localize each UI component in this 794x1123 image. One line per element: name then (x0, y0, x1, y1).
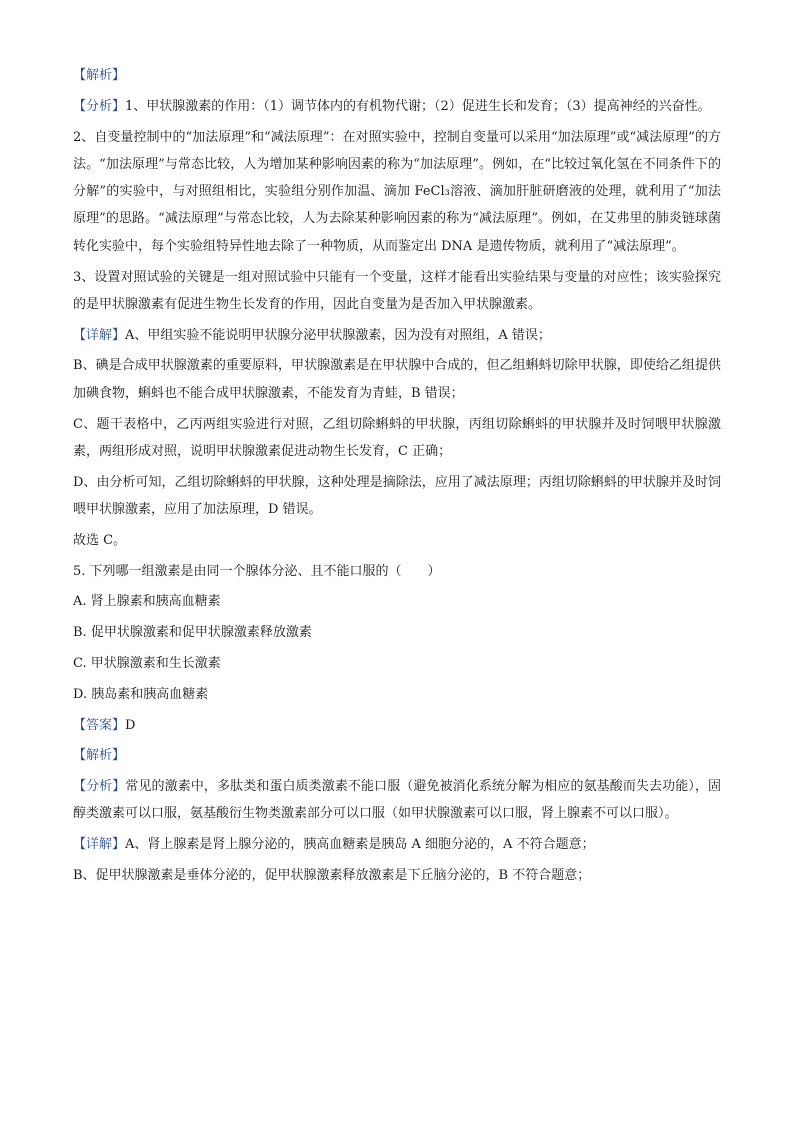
q5-analysis-paragraph (73, 773, 721, 828)
fenxi-tag: 【分析】 (73, 98, 126, 114)
answer-line (73, 712, 721, 739)
question-5-option-a: A. 肾上腺素和胰高血糖素 (73, 594, 221, 610)
question-5-option-c: C. 甲状腺激素和生长激素 (73, 655, 221, 671)
q5-fenxi-text: 常见的激素中，多肽类和蛋白质类激素不能口服（避免被消化系统分解为相应的氨基酸而失去功能），固醇类激素可以口服，氨基酸衍生物类激素部分可以口服（如甲状腺激素可以口服，肾上腺素不可以口服）。 (73, 779, 721, 822)
xiangjie-tag: 【详解】 (73, 327, 126, 343)
analysis-paragraph-2: 2、自变量控制中的“加法原理”和“减法原理”：在对照实验中，控制自变量可以采用“加法原理”或“减法原理”的方法。“加法原理”与常态比较，人为增加某种影响因素的称为“加法原理”。例如，在“比较过氧化氢在不同条件下的分解”的实验中，与对照组相比，实验组分别作加温、滴加 FeCl₃溶液、滴加肝脏研磨液的处理，就利用了“加法原理”的思路。“减法原理”与常态比较，人为去除某种影响因素的称为“减法原理”。例如，在艾弗里的肺炎链球菌转化实验中，每个实验组特异性地去除了一种物质，从而鉴定出 DNA 是遗传物质，就利用了“减法原理”。 (73, 129, 721, 254)
q5-xiangjie-tag: 【详解】 (73, 837, 126, 853)
conclusion: 故选 C。 (73, 532, 127, 548)
analysis-tag: 【解析】 (73, 68, 126, 83)
detail-option-d: D、由分析可知，乙组切除蝌蚪的甲状腺，这种处理是摘除法，应用了减法原理；丙组切除蝌蚪的甲状腺并及时饲喂甲状腺激素，应用了加法原理，D 错误。 (73, 474, 721, 517)
q5-analysis-heading (73, 742, 721, 769)
analysis-heading (73, 62, 721, 89)
question-5-option-b: B. 促甲状腺激素和促甲状腺激素释放激素 (73, 625, 312, 641)
detail-a-text: A、甲组实验不能说明甲状腺分泌甲状腺激素，因为没有对照组，A 错误； (125, 327, 551, 343)
answer-value: D (125, 717, 136, 733)
question-5-option-d: D. 胰岛素和胰高血糖素 (73, 686, 209, 702)
detail-option-c: C、题干表格中，乙丙两组实验进行对照，乙组切除蝌蚪的甲状腺，丙组切除蝌蚪的甲状腺并及时饲喂甲状腺激素，两组形成对照，说明甲状腺激素促进动物生长发育，C 正确； (73, 416, 721, 459)
detail-option-b: B、碘是合成甲状腺激素的重要原料，甲状腺激素是在甲状腺中合成的，但乙组蝌蚪切除甲状腺，即使给乙组提供加碘食物，蝌蚪也不能合成甲状腺激素，不能发育为青蛙，B 错误； (73, 358, 721, 401)
q5-analysis-tag: 【解析】 (73, 748, 126, 764)
q5-detail-a-text: A、肾上腺素是肾上腺分泌的，胰高血糖素是胰岛 A 细胞分泌的，A 不符合题意； (125, 837, 595, 853)
q5-detail-option-a (73, 831, 721, 858)
answer-tag: 【答案】 (73, 717, 126, 733)
detail-option-a (73, 322, 721, 349)
fenxi-text: 1、甲状腺激素的作用：（1）调节体内的有机物代谢；（2）促进生长和发育；（3）提高神经的兴奋性。 (125, 98, 711, 114)
analysis-paragraph-3: 3、设置对照试验的关键是一组对照试验中只能有一个变量，这样才能看出实验结果与变量的对应性；该实验探究的是甲状腺激素有促进生物生长发育的作用，因此自变量为是否加入甲状腺激素。 (73, 269, 721, 312)
analysis-paragraph-1 (73, 93, 721, 120)
q5-detail-option-b: B、促甲状腺激素是垂体分泌的，促甲状腺激素释放激素是下丘脑分泌的，B 不符合题意； (73, 868, 591, 884)
q5-fenxi-tag: 【分析】 (73, 779, 126, 795)
question-5-stem: 5. 下列哪一组激素是由同一个腺体分泌、且不能口服的（ ） (73, 563, 441, 579)
document-page (73, 62, 721, 893)
